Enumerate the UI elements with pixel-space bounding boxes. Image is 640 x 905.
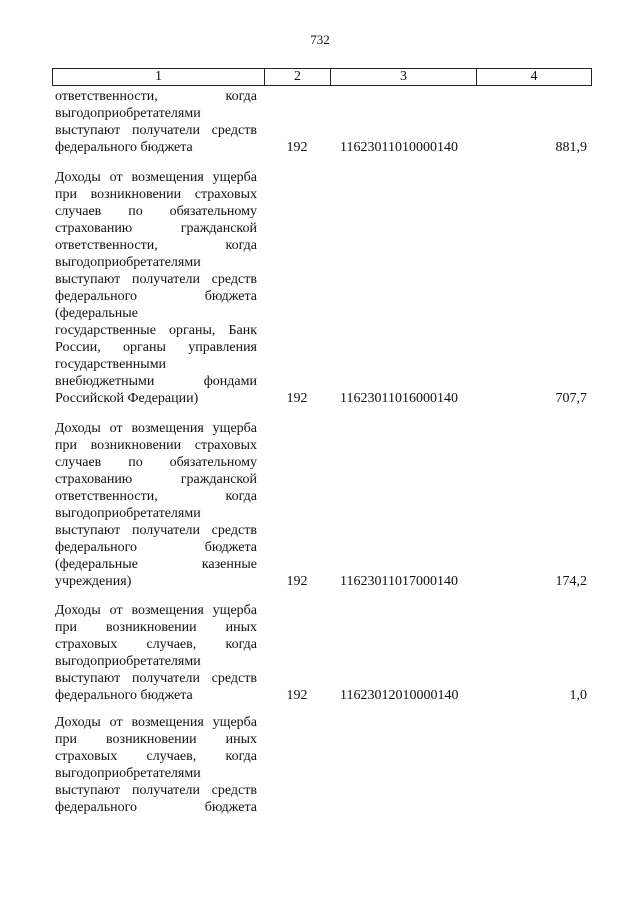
description-line: выступают получатели средств (55, 783, 257, 798)
description-line: выступают получатели средств (55, 123, 257, 138)
description-line: учреждения) (55, 574, 132, 589)
description-line: ответственности, когда (55, 238, 257, 253)
description-line: при возникновении иных (55, 732, 257, 747)
budget-classification-code: 11623012010000140 (340, 688, 459, 703)
budget-classification-code: 11623011016000140 (340, 391, 458, 406)
row-description (55, 602, 257, 704)
description-line: государственные органы, Банк (55, 323, 257, 338)
description-line: выступают получатели средств (55, 272, 257, 287)
description-line: (федеральные казенные (55, 557, 257, 572)
description-line: федерального бюджета (55, 289, 257, 304)
table-header (52, 68, 592, 86)
description-line: при возникновении иных (55, 620, 257, 635)
budget-classification-code: 11623011010000140 (340, 140, 458, 155)
description-line: внебюджетными фондами (55, 374, 257, 389)
admin-code: 192 (286, 574, 308, 589)
admin-code: 192 (286, 688, 308, 703)
description-line: федерального бюджета (55, 140, 193, 155)
row-description (55, 420, 257, 590)
description-line: Доходы от возмещения ущерба (55, 170, 257, 185)
description-line: страхованию гражданской (55, 221, 257, 236)
row-description (55, 714, 257, 816)
description-line: страховых случаев, когда (55, 749, 257, 764)
description-line: выступают получатели средств (55, 671, 257, 686)
description-line: федерального бюджета (55, 688, 193, 703)
description-line: Доходы от возмещения ущерба (55, 421, 257, 436)
page-number: 732 (310, 32, 330, 47)
description-line: ответственности, когда (55, 489, 257, 504)
description-line: при возникновении страховых (55, 438, 257, 453)
description-line: федерального бюджета (55, 800, 257, 815)
description-line: страхованию гражданской (55, 472, 257, 487)
header-col-4: 4 (530, 69, 538, 84)
amount: 707,7 (555, 391, 587, 406)
header-col-2: 2 (265, 69, 331, 85)
description-line: при возникновении страховых (55, 187, 257, 202)
header-col-1: 1 (53, 69, 265, 85)
description-line: случаев по обязательному (55, 455, 257, 470)
row-description (55, 88, 257, 156)
amount: 174,2 (555, 574, 587, 589)
description-line: страховых случаев, когда (55, 637, 257, 652)
description-line: федерального бюджета (55, 540, 257, 555)
description-line: государственными (55, 357, 167, 372)
description-line: Российской Федерации) (55, 391, 199, 406)
header-col-3: 3 (331, 69, 477, 85)
amount: 881,9 (555, 140, 587, 155)
row-description (55, 169, 257, 407)
description-line: Доходы от возмещения ущерба (55, 603, 257, 618)
description-line: выгодоприобретателями (55, 506, 201, 521)
admin-code: 192 (286, 391, 308, 406)
admin-code: 192 (286, 140, 308, 155)
description-line: Доходы от возмещения ущерба (55, 715, 257, 730)
description-line: выгодоприобретателями (55, 255, 201, 270)
budget-classification-code: 11623011017000140 (340, 574, 458, 589)
description-line: выгодоприобретателями (55, 106, 201, 121)
description-line: выгодоприобретателями (55, 654, 201, 669)
amount: 1,0 (569, 688, 587, 703)
description-line: (федеральные (55, 306, 138, 321)
description-line: выгодоприобретателями (55, 766, 201, 781)
description-line: случаев по обязательному (55, 204, 257, 219)
description-line: ответственности, когда (55, 89, 257, 104)
description-line: выступают получатели средств (55, 523, 257, 538)
description-line: России, органы управления (55, 340, 257, 355)
